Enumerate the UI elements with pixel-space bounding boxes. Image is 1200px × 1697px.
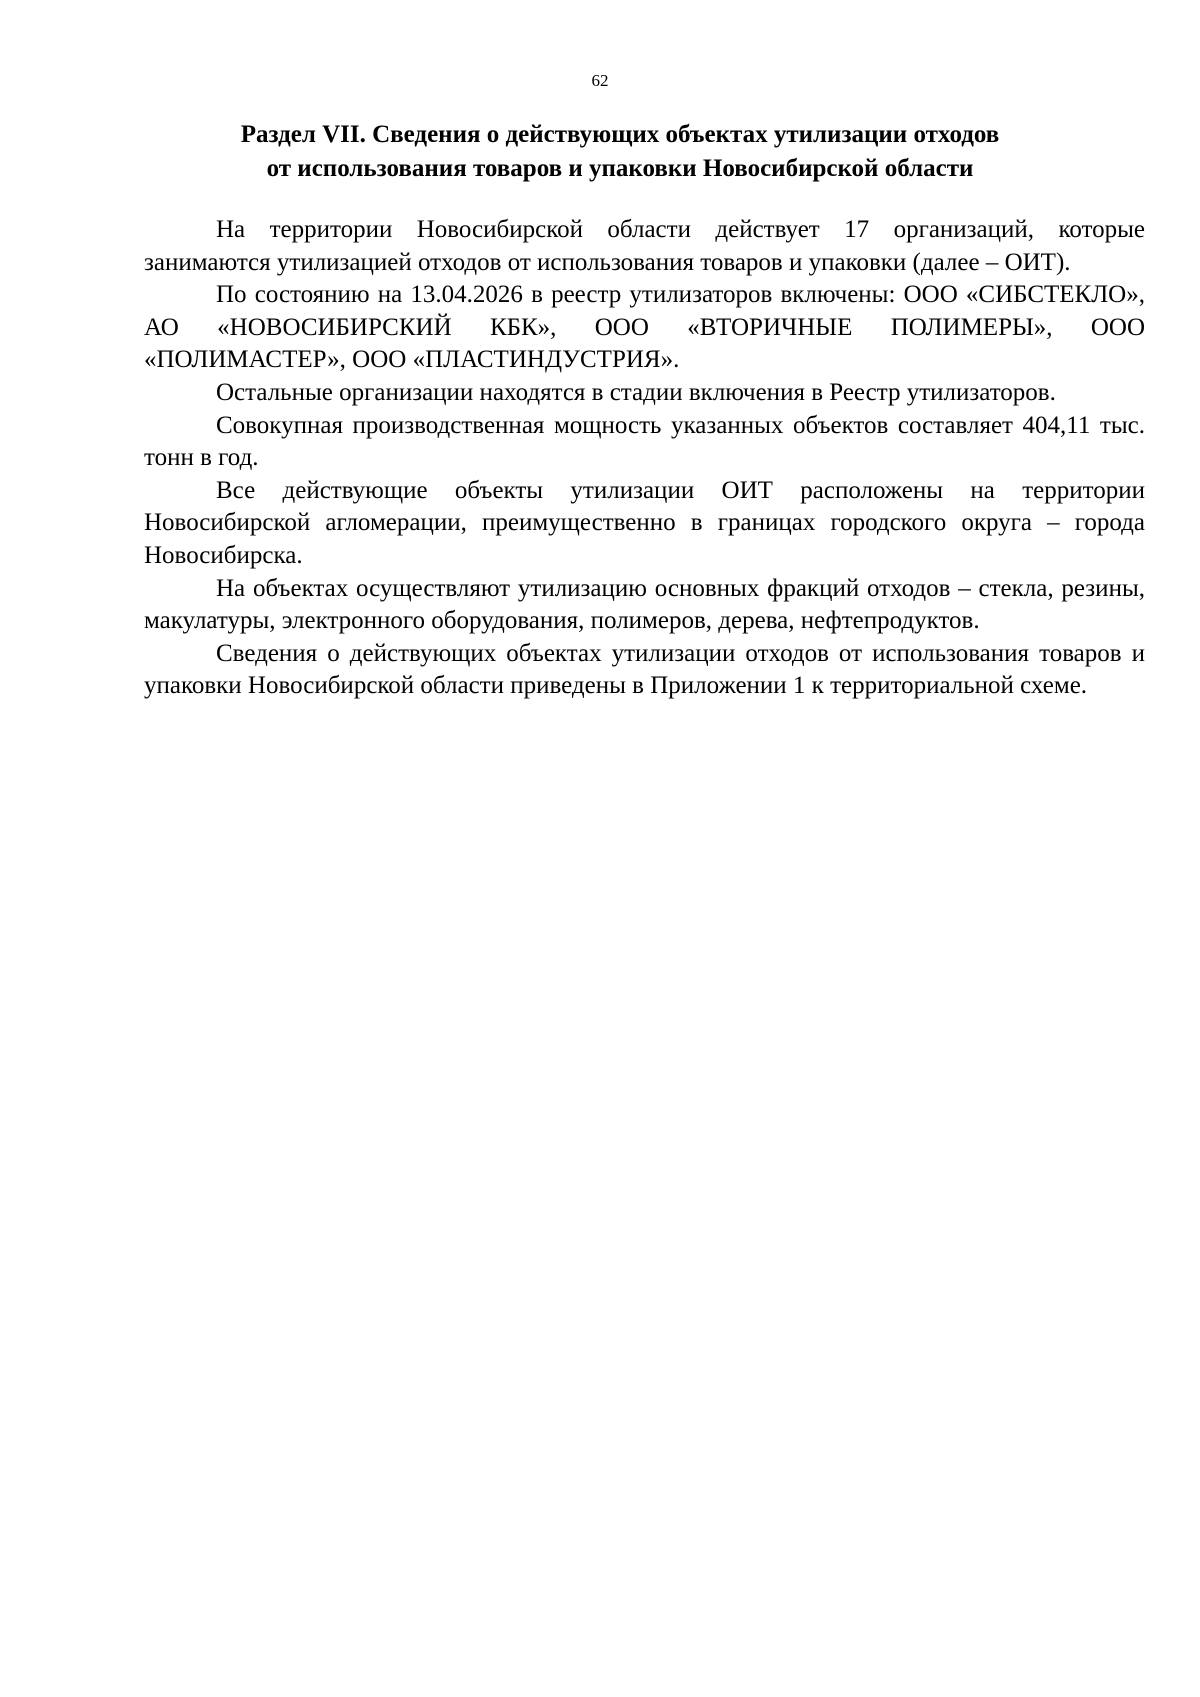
paragraph-registry-included: По состоянию на 13.04.2026 в реестр утилизаторов включены: ООО «СИБСТЕКЛО», АО «НОВОСИБИРСКИЙ КБК», ООО «ВТОРИЧНЫЕ ПОЛИМЕРЫ», ООО «ПОЛИМАСТЕР», ООО «ПЛАСТИНДУСТРИЯ». [144,281,1145,374]
section-heading [140,118,1100,186]
paragraph-appendix-reference: Сведения о действующих объектах утилизации отходов от использования товаров и упаковки Новосибирской области приведены в Приложении 1 к территориальной схеме. [144,639,1145,700]
section-heading-line-1: Раздел VII. Сведения о действующих объектах утилизации отходов [240,121,1000,148]
paragraph-waste-fractions: На объектах осуществляют утилизацию основных фракций отходов – стекла, резины, макулатуры, электронного оборудования, полимеров, дерева, нефтепродуктов. [144,574,1145,635]
page-number: 62 [591,71,609,90]
section-heading-line-2: от использования товаров и упаковки Новосибирской области [266,155,974,182]
body-text [144,214,1145,703]
paragraph-capacity: Совокупная производственная мощность указанных объектов составляет 404,11 тыс. тонн в год. [144,411,1145,472]
paragraph-location: Все действующие объекты утилизации ОИТ расположены на территории Новосибирской агломерации, преимущественно в границах городского округа – города Новосибирска. [144,476,1145,569]
paragraph-registry-pending: Остальные организации находятся в стадии включения в Реестр утилизаторов. [216,378,1056,406]
paragraph-organizations-count: На территории Новосибирской области действует 17 организаций, которые занимаются утилизацией отходов от использования товаров и упаковки (далее – ОИТ). [144,216,1145,276]
